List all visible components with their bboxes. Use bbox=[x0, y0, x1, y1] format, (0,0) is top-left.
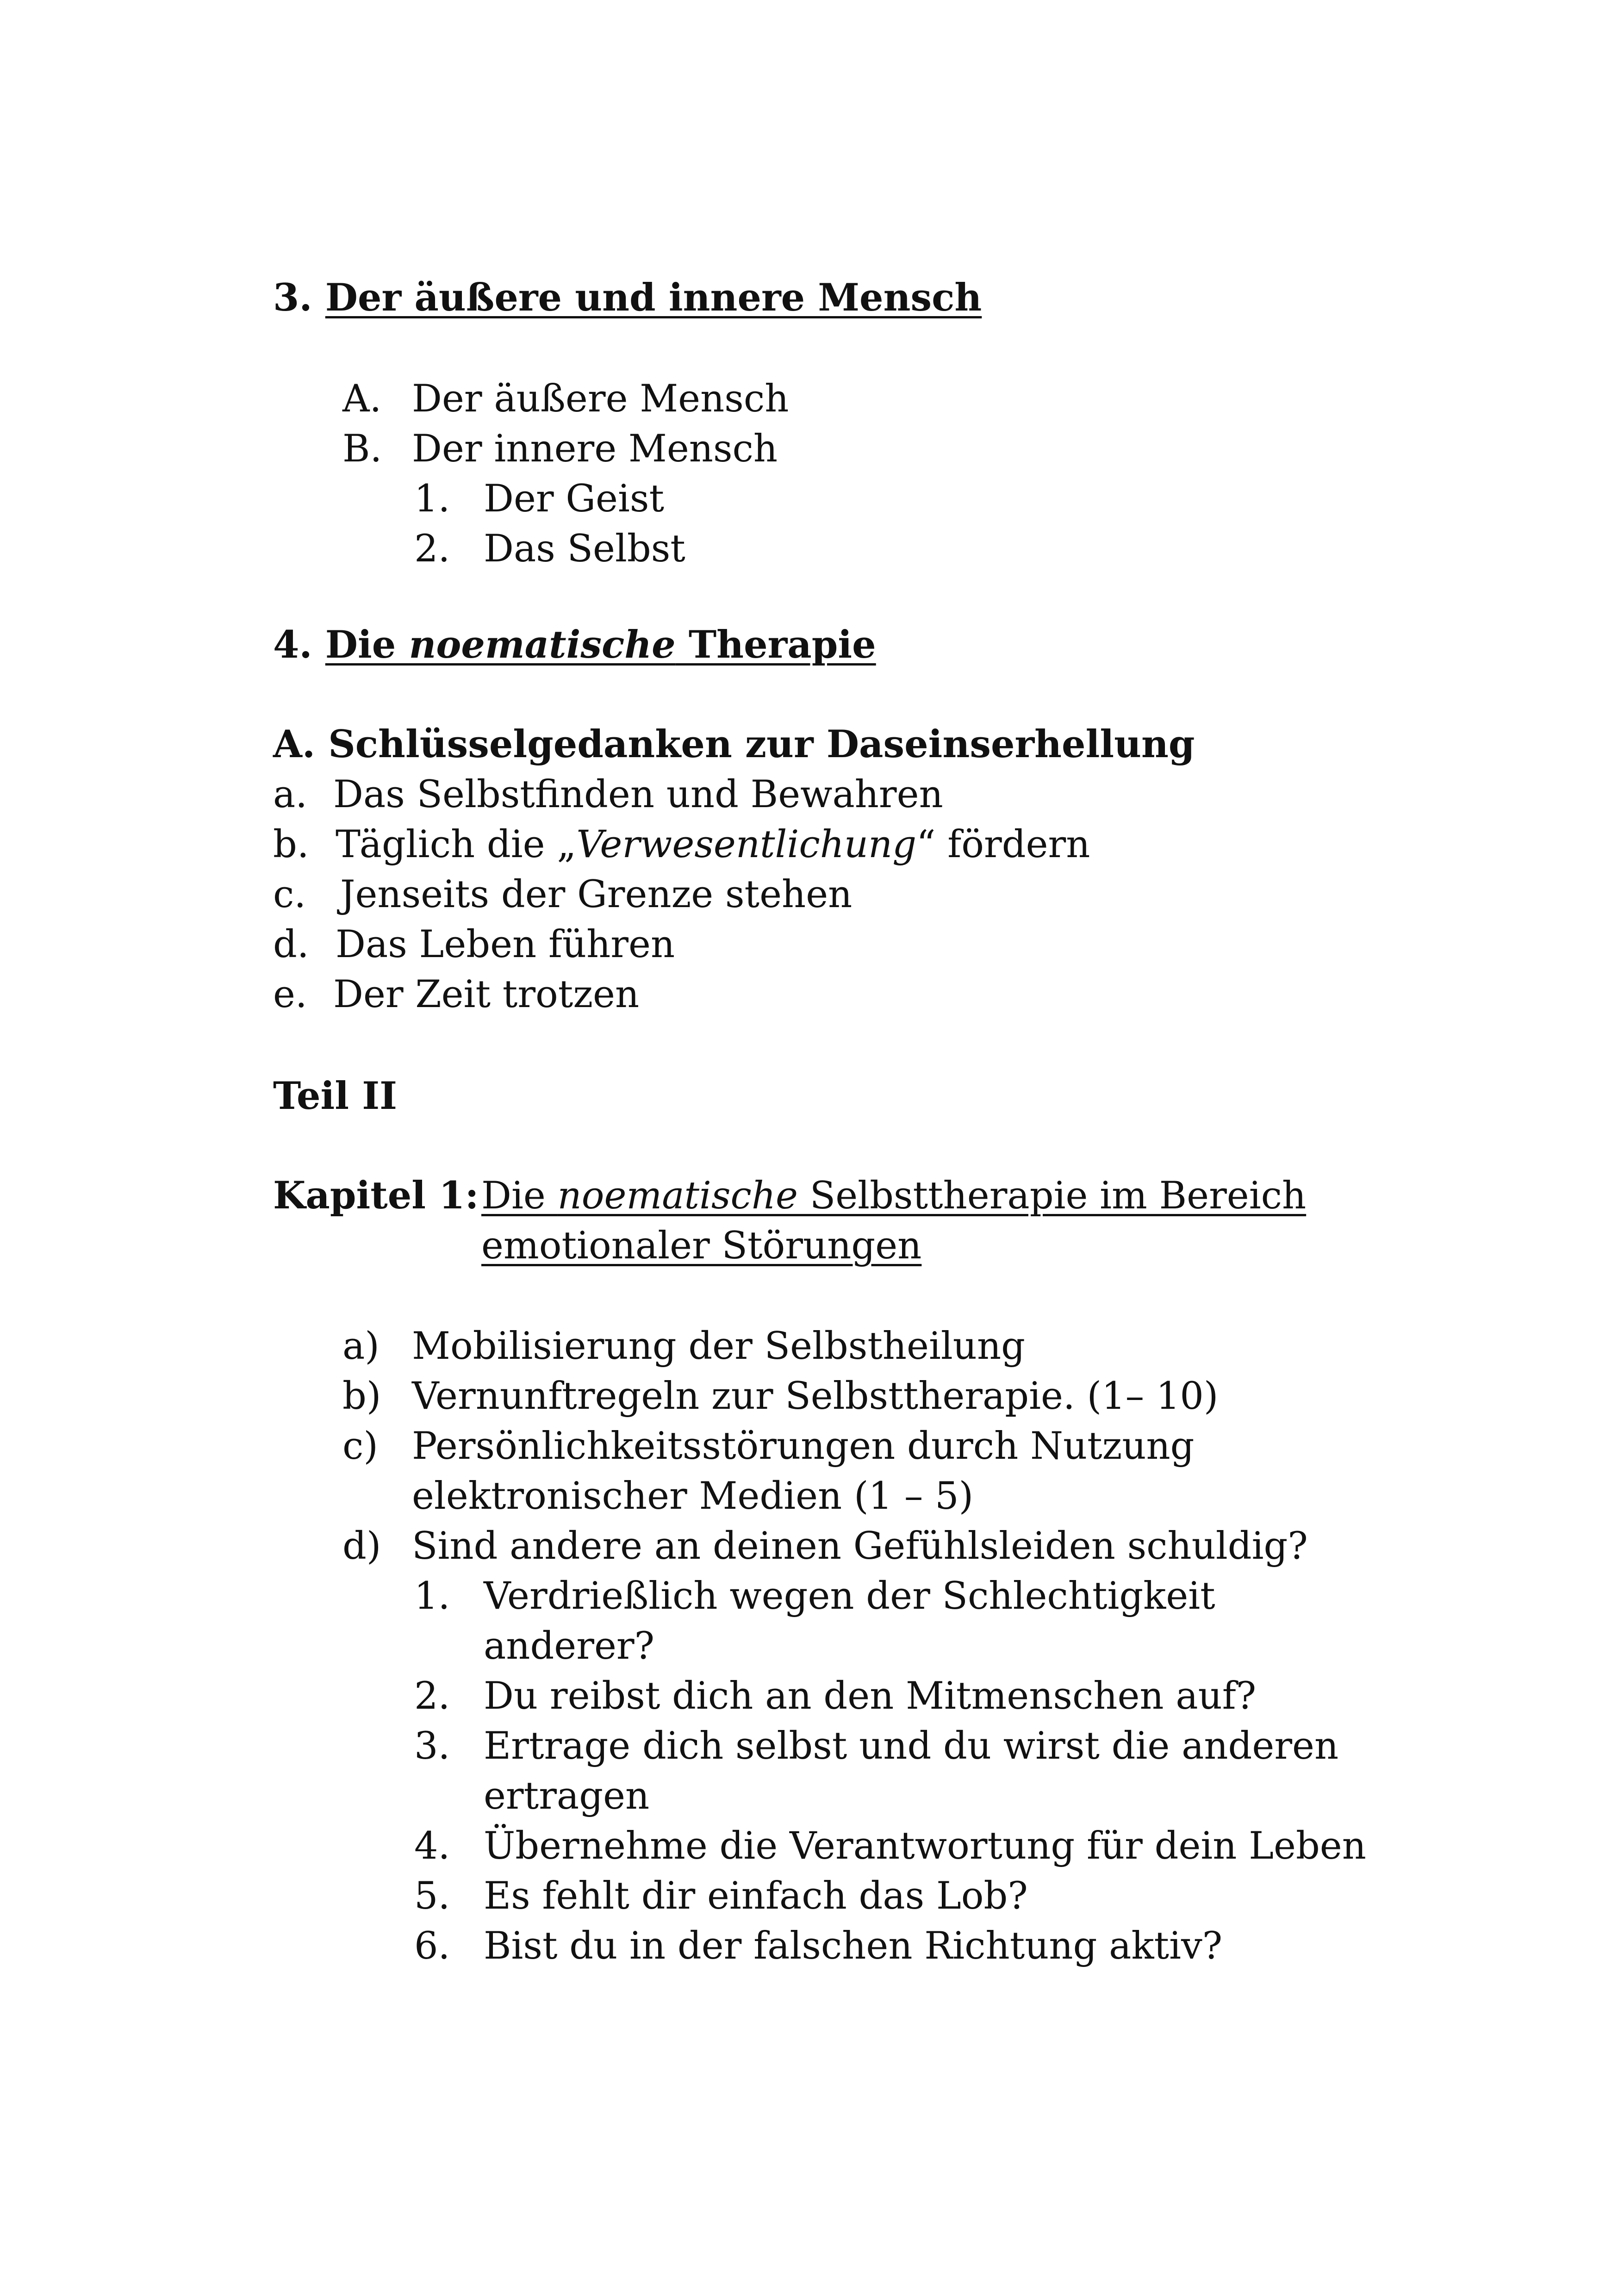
chapter-title-post: Selbsttherapie im Bereich bbox=[798, 1174, 1307, 1218]
section-3-title: Der äußere und innere Mensch bbox=[325, 276, 982, 320]
chapter-title-italic: noematische bbox=[557, 1174, 798, 1218]
list-label: c) bbox=[342, 1425, 378, 1468]
sublist-label: 2. bbox=[414, 1674, 450, 1718]
sublist-item: Verdrießlich wegen der Schlechtigkeit bbox=[484, 1574, 1215, 1618]
list-item: Vernunftregeln zur Selbsttherapie. (1– 10) bbox=[412, 1375, 1219, 1418]
list-label: d. bbox=[273, 923, 309, 966]
list-item: Das Selbstfinden und Bewahren bbox=[333, 773, 943, 816]
list-label: b) bbox=[342, 1375, 381, 1418]
sublist-item-continued: anderer? bbox=[484, 1624, 655, 1668]
sublist-label: 1. bbox=[414, 477, 450, 521]
list-item bbox=[336, 820, 1090, 870]
sublist-item: Ertrage dich selbst und du wirst die anderen bbox=[484, 1724, 1339, 1768]
sublist-label: 6. bbox=[414, 1924, 450, 1968]
section-4-title bbox=[325, 623, 876, 667]
sublist-item-continued: ertragen bbox=[484, 1774, 650, 1818]
list-item-continued: elektronischer Medien (1 – 5) bbox=[412, 1475, 974, 1518]
list-label: B. bbox=[342, 427, 382, 471]
list-label: d) bbox=[342, 1524, 381, 1568]
list-label: b. bbox=[273, 823, 309, 866]
sublist-item: Übernehme die Verantwortung für dein Leben bbox=[484, 1824, 1366, 1868]
list-item: Persönlichkeitsstörungen durch Nutzung bbox=[412, 1425, 1195, 1468]
section-4-title-italic: noematische bbox=[409, 623, 676, 667]
sublist-item: Bist du in der falschen Richtung aktiv? bbox=[484, 1924, 1223, 1968]
chapter-title-line2: emotionaler Störungen bbox=[481, 1224, 922, 1268]
sublist-item: Der Geist bbox=[484, 477, 665, 521]
section-4-subheading: A. Schlüsselgedanken zur Daseinserhellung bbox=[273, 722, 1195, 766]
sublist-label: 2. bbox=[414, 527, 450, 571]
section-4-number: 4. bbox=[273, 623, 312, 667]
list-item: Der äußere Mensch bbox=[412, 377, 789, 421]
part-heading: Teil II bbox=[273, 1074, 398, 1118]
section-4-heading bbox=[273, 620, 876, 670]
list-label: e. bbox=[273, 973, 307, 1016]
list-item-pre: Täglich die „ bbox=[336, 823, 577, 866]
list-label: a) bbox=[342, 1325, 380, 1368]
sublist-item: Das Selbst bbox=[484, 527, 685, 571]
chapter-label: Kapitel 1: bbox=[273, 1174, 479, 1218]
sublist-label: 4. bbox=[414, 1824, 450, 1868]
list-item-italic: Verwesentlichung bbox=[576, 823, 917, 866]
chapter-title-pre: Die bbox=[481, 1174, 558, 1218]
chapter-title bbox=[481, 1171, 1306, 1221]
sublist-label: 5. bbox=[414, 1874, 450, 1918]
list-item: Mobilisierung der Selbstheilung bbox=[412, 1325, 1025, 1368]
list-item: Das Leben führen bbox=[336, 923, 675, 966]
list-item: Jenseits der Grenze stehen bbox=[340, 873, 853, 916]
list-item: Sind andere an deinen Gefühlsleiden schuldig? bbox=[412, 1524, 1308, 1568]
list-item: Der Zeit trotzen bbox=[333, 973, 640, 1016]
section-4-title-pre: Die bbox=[325, 623, 409, 667]
sublist-label: 3. bbox=[414, 1724, 450, 1768]
section-3-heading bbox=[273, 273, 982, 323]
section-4-title-post: Therapie bbox=[675, 623, 876, 667]
sublist-item: Es fehlt dir einfach das Lob? bbox=[484, 1874, 1028, 1918]
list-label: c. bbox=[273, 873, 306, 916]
sublist-label: 1. bbox=[414, 1574, 450, 1618]
list-label: A. bbox=[342, 377, 382, 421]
sublist-item: Du reibst dich an den Mitmenschen auf? bbox=[484, 1674, 1257, 1718]
list-item-post: “ fördern bbox=[916, 823, 1090, 866]
list-item: Der innere Mensch bbox=[412, 427, 778, 471]
list-label: a. bbox=[273, 773, 308, 816]
section-3-number: 3. bbox=[273, 276, 312, 320]
